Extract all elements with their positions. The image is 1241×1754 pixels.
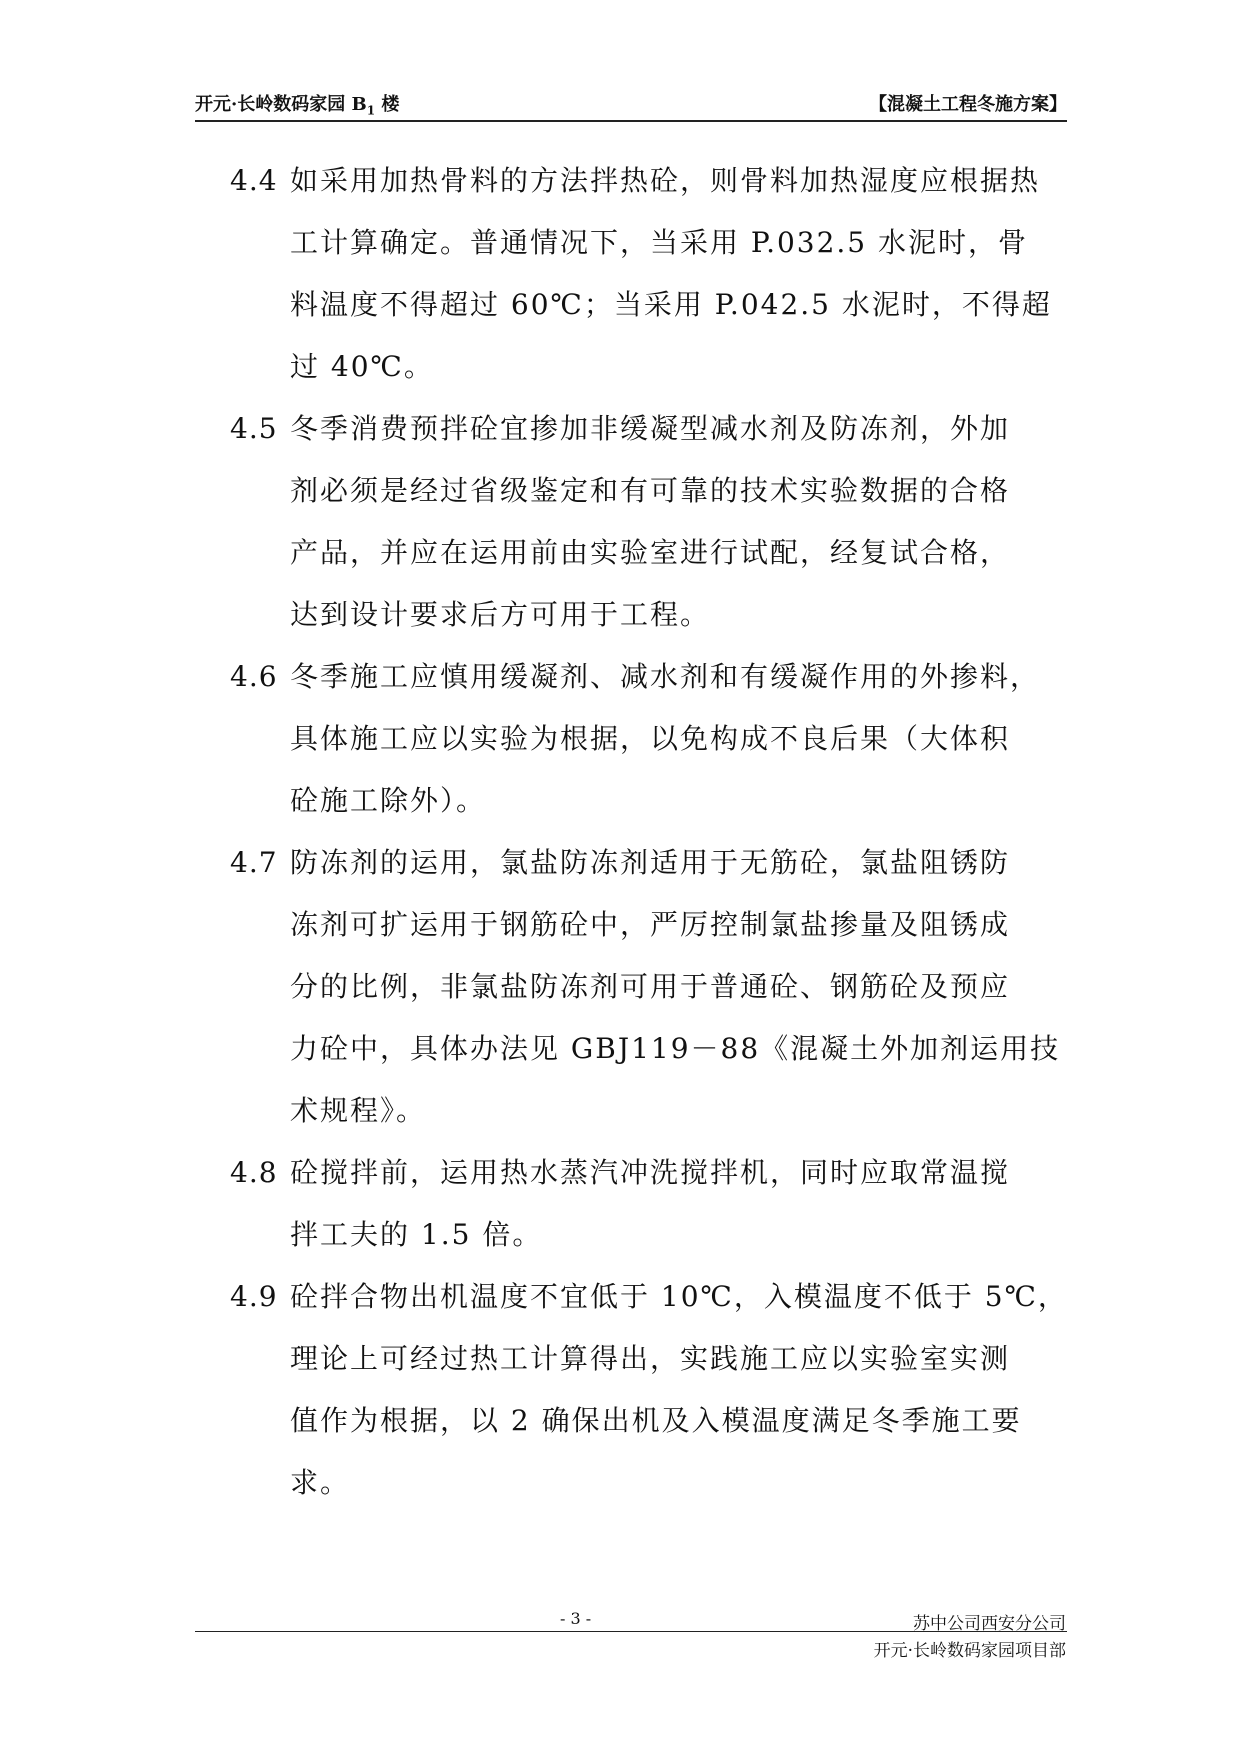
footer-project: 开元·长岭数码家园项目部 xyxy=(873,1641,1066,1661)
clause-text-line: 力砼中，具体办法见 GBJ119－88《混凝土外加剂运用技 xyxy=(290,1032,1061,1065)
clause-item xyxy=(230,646,1070,832)
page-header xyxy=(195,84,1067,122)
clause-item xyxy=(230,832,1070,1142)
clause-text xyxy=(290,398,1070,646)
clause-number: 4.5 xyxy=(230,412,278,445)
clause-text-line: 值作为根据，以 2 确保出机及入模温度满足冬季施工要 xyxy=(290,1404,1022,1437)
footer-divider xyxy=(195,1631,1067,1632)
clause-item xyxy=(230,150,1070,398)
clause-text-line: 如采用加热骨料的方法拌热砼，则骨料加热湿度应根据热 xyxy=(290,164,1041,197)
header-project-title-subscript: 1 xyxy=(366,103,376,118)
clause-number: 4.9 xyxy=(230,1280,278,1313)
clause-text-line: 冬季消费预拌砼宜掺加非缓凝型减水剂及防冻剂，外加 xyxy=(290,412,1011,445)
header-project-title-main: 开元·长岭数码家园 B xyxy=(195,94,367,115)
clause-number: 4.8 xyxy=(230,1156,278,1189)
clause-text-line: 剂必须是经过省级鉴定和有可靠的技术实验数据的合格 xyxy=(290,474,1011,507)
clause-text-line: 具体施工应以实验为根据，以免构成不良后果（大体积 xyxy=(290,722,1011,755)
page-number: - 3 - xyxy=(560,1609,592,1628)
clause-text-line: 产品，并应在运用前由实验室进行试配，经复试合格， xyxy=(290,536,1011,569)
clause-item xyxy=(230,1266,1070,1514)
clause-number: 4.7 xyxy=(230,846,278,879)
clause-text xyxy=(290,832,1070,1142)
header-project-title xyxy=(195,90,399,118)
clause-text-line: 砼施工除外）。 xyxy=(290,784,487,817)
clause-text xyxy=(290,646,1070,832)
clause-item xyxy=(230,1142,1070,1266)
footer-company: 苏中公司西安分公司 xyxy=(913,1614,1066,1634)
clause-text-line: 砼搅拌前，运用热水蒸汽冲洗搅拌机，同时应取常温搅 xyxy=(290,1156,1011,1189)
clause-item xyxy=(230,398,1070,646)
header-document-title: 【混凝土工程冬施方案】 xyxy=(869,94,1067,115)
document-body xyxy=(230,150,1070,1514)
clause-text-line: 过 40℃。 xyxy=(290,350,434,383)
header-project-title-suffix: 楼 xyxy=(375,94,400,115)
clause-text-line: 达到设计要求后方可用于工程。 xyxy=(290,598,711,631)
clause-text-line: 求。 xyxy=(290,1466,351,1499)
clause-number: 4.4 xyxy=(230,164,278,197)
clause-text-line: 防冻剂的运用，氯盐防冻剂适用于无筋砼，氯盐阻锈防 xyxy=(290,846,1011,879)
clause-text-line: 理论上可经过热工计算得出，实践施工应以实验室实测 xyxy=(290,1342,1011,1375)
clause-text-line: 料温度不得超过 60℃；当采用 P.042.5 水泥时，不得超 xyxy=(290,288,1052,321)
clause-text xyxy=(290,1142,1070,1266)
clause-text-line: 工计算确定。普通情况下，当采用 P.032.5 水泥时，骨 xyxy=(290,226,1029,259)
clause-text-line: 分的比例，非氯盐防冻剂可用于普通砼、钢筋砼及预应 xyxy=(290,970,1011,1003)
clause-text-line: 砼拌合物出机温度不宜低于 10℃，入模温度不低于 5℃， xyxy=(290,1280,1068,1313)
clause-text-line: 术规程》。 xyxy=(290,1094,427,1127)
clause-number: 4.6 xyxy=(230,660,278,693)
clause-text-line: 冻剂可扩运用于钢筋砼中，严厉控制氯盐掺量及阻锈成 xyxy=(290,908,1011,941)
clause-text xyxy=(290,150,1070,398)
clause-text-line: 拌工夫的 1.5 倍。 xyxy=(290,1218,543,1251)
clause-text-line: 冬季施工应慎用缓凝剂、减水剂和有缓凝作用的外掺料， xyxy=(290,660,1041,693)
clause-text xyxy=(290,1266,1070,1514)
